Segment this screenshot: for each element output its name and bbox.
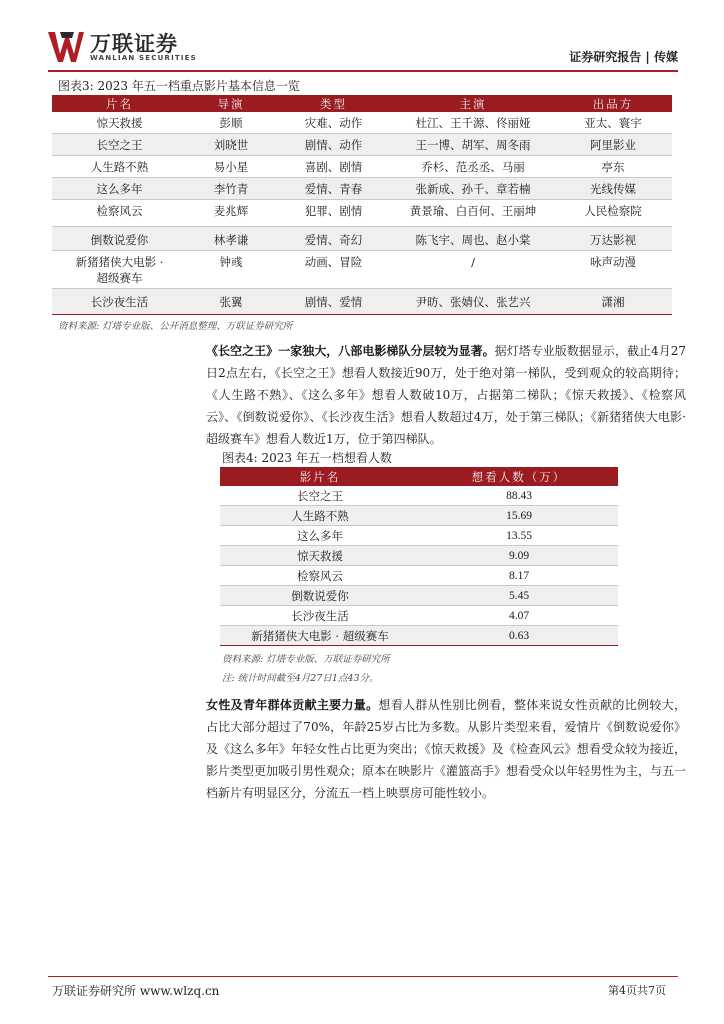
want-to-see-cell: 0.63	[420, 626, 618, 646]
producer-cell: 亚太、寰宇	[584, 116, 642, 130]
producer-cell: 人民检察院	[554, 200, 672, 227]
table-row	[52, 200, 672, 227]
director-cell: 林孝谦	[187, 227, 275, 251]
paragraph-lead: 女性及青年群体贡献主要力量。	[206, 698, 379, 712]
film-name-cell: 倒数说爱你	[220, 586, 420, 606]
want-to-see-cell: 9.09	[420, 546, 618, 566]
cast-cell: 黄景瑜、白百何、王丽坤	[392, 200, 554, 227]
footer-source: 万联证券研究所 www.wlzq.cn	[52, 984, 220, 998]
paragraph-audience	[206, 694, 686, 804]
genre-cell: 剧情、动作	[275, 134, 392, 156]
wanlian-logo-icon	[48, 30, 84, 64]
paragraph-lead: 《长空之王》一家独大，八部电影梯队分层较为显著。	[206, 344, 495, 358]
film-name-cell: 倒数说爱你	[52, 227, 187, 251]
header-divider	[48, 70, 678, 72]
table-row	[220, 546, 618, 566]
film-name-cell: 长空之王	[297, 488, 343, 503]
director-cell: 钟彧	[187, 251, 275, 289]
film-name-cell: 这么多年	[52, 178, 187, 200]
table-row	[220, 626, 618, 646]
table-row	[52, 112, 672, 134]
table-row	[52, 227, 672, 251]
film-name-cell: 人生路不熟	[52, 156, 187, 178]
figure3-bottom-rule	[52, 314, 672, 315]
footer-divider	[48, 976, 678, 977]
genre-cell: 动画、冒险	[275, 251, 392, 289]
report-type-label: 证券研究报告 | 传媒	[569, 50, 678, 64]
logo-chinese-name: 万联证券	[90, 32, 178, 56]
film-name-cell: 人生路不熟	[220, 506, 420, 526]
film-name-cell: 这么多年	[220, 526, 420, 546]
director-cell: 易小星	[187, 156, 275, 178]
table-row	[220, 506, 618, 526]
figure3-source: 资料来源: 灯塔专业版、公开消息整理、万联证券研究所	[58, 321, 293, 332]
paragraph-tiering	[206, 340, 686, 450]
director-cell: 刘晓世	[187, 134, 275, 156]
column-header: 影片名	[220, 467, 420, 486]
genre-cell: 犯罪、剧情	[275, 200, 392, 227]
table-header-row	[52, 95, 672, 112]
column-header: 想看人数（万）	[420, 467, 618, 486]
figure4-note: 注: 统计时间截至4月27日1点43分。	[222, 673, 379, 684]
cast-cell: /	[392, 251, 554, 289]
column-header: 导演	[187, 95, 275, 112]
figure4-title: 图表4: 2023 年五一档想看人数	[222, 451, 392, 465]
cast-cell: 张新成、孙千、章若楠	[392, 178, 554, 200]
producer-cell: 咏声动漫	[554, 251, 672, 289]
director-cell: 彭顺	[219, 116, 243, 130]
want-to-see-cell: 88.43	[506, 489, 532, 502]
film-name-cell: 新猪猪侠大电影 · 超级赛车	[220, 626, 420, 646]
producer-cell: 潇湘	[554, 289, 672, 315]
column-header: 出品方	[554, 95, 672, 112]
film-name-cell: 惊天救援	[96, 116, 143, 130]
genre-cell: 爱情、青春	[275, 178, 392, 200]
column-header: 片名	[52, 95, 187, 112]
figure3-title: 图表3: 2023 年五一档重点影片基本信息一览	[58, 79, 300, 93]
genre-cell: 剧情、爱情	[275, 289, 392, 315]
producer-cell: 阿里影业	[554, 134, 672, 156]
want-to-see-cell: 13.55	[420, 526, 618, 546]
table-row	[220, 586, 618, 606]
table-header-row	[220, 467, 618, 486]
table-row	[52, 289, 672, 315]
director-cell: 张翼	[187, 289, 275, 315]
column-header: 主演	[392, 95, 554, 112]
figure4-bottom-rule	[220, 645, 618, 646]
table-row	[220, 606, 618, 626]
want-to-see-cell: 4.07	[420, 606, 618, 626]
figure4-table	[220, 467, 618, 645]
cast-cell: 杜江、王千源、佟丽娅	[415, 116, 531, 130]
film-name-cell: 惊天救援	[220, 546, 420, 566]
paragraph-body: 想看人群从性别比例看，整体来说女性贡献的比例较大，占比大部分超过了70%，年龄25岁占比为多数。从影片类型来看，爱情片《倒数说爱你》及《这么多年》年轻女性占比更为突出；《惊天救援》及《检查风云》想看受众较为接近，影片类型更加吸引男性观众；原本在映影片《灌篮高手》想看受众以年轻男性为主，与五一档新片有明显区分，分流五一档上映票房可能性较小。	[206, 698, 687, 800]
paragraph-body: 据灯塔专业版数据显示，截止4月27日2点左右，《长空之王》想看人数接近90万，处于绝对第一梯队，受到观众的较高期待；《人生路不熟》、《这么多年》想看人数破10万，占据第二梯队；《惊天救援》、《检察风云》、《倒数说爱你》、《长沙夜生活》想看人数超过4万，处于第三梯队；《新猪猪侠大电影·超级赛车》想看人数近1万，位于第四梯队。	[206, 344, 686, 446]
film-name-cell: 长沙夜生活	[52, 289, 187, 315]
figure3-table	[52, 95, 672, 314]
logo-english-name: WANLIAN SECURITIES	[90, 54, 197, 62]
producer-cell: 光线传媒	[554, 178, 672, 200]
table-row	[52, 156, 672, 178]
producer-cell: 万达影视	[554, 227, 672, 251]
film-name-cell: 检察风云	[220, 566, 420, 586]
company-logo	[48, 28, 268, 68]
cast-cell: 陈飞宇、周也、赵小棠	[392, 227, 554, 251]
table-row	[220, 566, 618, 586]
genre-cell: 爱情、奇幻	[275, 227, 392, 251]
producer-cell: 亭东	[554, 156, 672, 178]
column-header: 类型	[275, 95, 392, 112]
film-name-cell: 新猪猪侠大电影 · 超级赛车	[52, 251, 187, 289]
table-row	[220, 486, 618, 506]
director-cell: 麦兆辉	[187, 200, 275, 227]
want-to-see-cell: 5.45	[420, 586, 618, 606]
table-row	[52, 178, 672, 200]
cast-cell: 王一博、胡军、周冬雨	[392, 134, 554, 156]
page-number: 第4页共7页	[608, 984, 666, 997]
cast-cell: 乔杉、范丞丞、马丽	[392, 156, 554, 178]
table-row	[220, 526, 618, 546]
film-name-cell: 长空之王	[52, 134, 187, 156]
want-to-see-cell: 15.69	[420, 506, 618, 526]
want-to-see-cell: 8.17	[420, 566, 618, 586]
genre-cell: 喜剧、剧情	[275, 156, 392, 178]
film-name-cell: 长沙夜生活	[220, 606, 420, 626]
figure4-source: 资料来源: 灯塔专业版、万联证券研究所	[222, 654, 390, 665]
table-row	[52, 251, 672, 289]
genre-cell: 灾难、动作	[304, 116, 363, 130]
table-row	[52, 134, 672, 156]
page-header	[48, 28, 678, 70]
film-name-cell: 检察风云	[52, 200, 187, 227]
director-cell: 李竹青	[187, 178, 275, 200]
cast-cell: 尹昉、张婧仪、张艺兴	[392, 289, 554, 315]
